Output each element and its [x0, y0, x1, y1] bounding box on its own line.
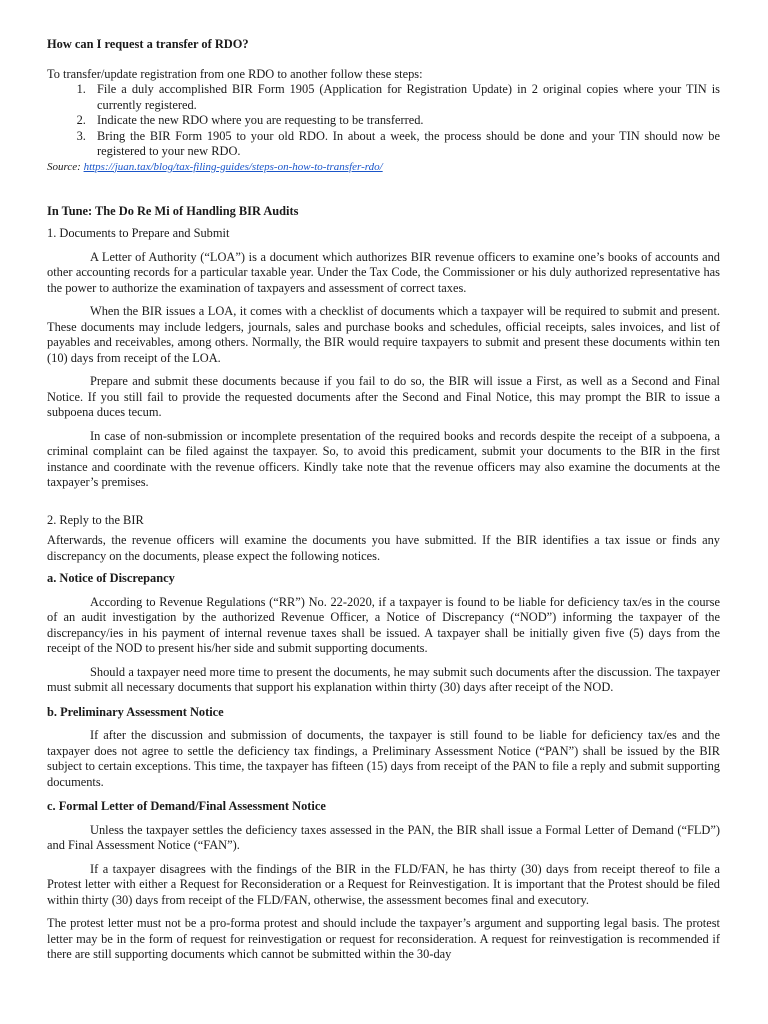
- rdo-step: 2. Indicate the new RDO where you are requesting to be transferred.: [89, 113, 720, 129]
- section1-paragraph: In case of non-submission or incomplete presentation of the required books and records despite the receipt of a subpoena, a criminal complaint can be filed against the taxpayer. So, to avoid this predicament, submit your documents to the BIR in the first instance and coordinate with the revenue officers. Kindly take note that the revenue officers may also examine the documents at the taxpayer’s premises.: [47, 428, 720, 489]
- rdo-title: How can I request a transfer of RDO?: [47, 37, 249, 51]
- rdo-intro: To transfer/update registration from one RDO to another follow these steps:: [47, 66, 423, 81]
- section1-paragraph: When the BIR issues a LOA, it comes with a checklist of documents which a taxpayer will be required to submit and present. These documents may include ledgers, journals, sales and purchase books and schedules, official receipts, sales invoices, and list of payables and receivables, among others. Normally, the BIR would require taxpayers to submit and present these documents within ten (10) days from receipt of the LOA.: [47, 304, 720, 365]
- notice-discrepancy-heading: a. Notice of Discrepancy: [47, 571, 175, 585]
- source-line: [47, 160, 720, 174]
- audit-title: In Tune: The Do Re Mi of Handling BIR Audits: [47, 203, 299, 218]
- notice-discrepancy-paragraph: Should a taxpayer need more time to present the documents, he may submit such documents after the discussion. The taxpayer must submit all necessary documents that support his explanation within thirty (30) days after receipt of the NOD.: [47, 664, 720, 694]
- pan-paragraph: If after the discussion and submission of documents, the taxpayer is still found to be liable for deficiency tax/es and the taxpayer does not agree to settle the deficiency tax findings, a Preliminary Assessment Notice (“PAN”) shall be issued by the BIR subject to certain exceptions. This time, the taxpayer has fifteen (15) days from receipt of the PAN to file a reply and submit supporting documents.: [47, 728, 720, 789]
- source-link[interactable]: https://juan.tax/blog/tax-filing-guides/steps-on-how-to-transfer-rdo/: [83, 160, 383, 173]
- section1-paragraph: Prepare and submit these documents because if you fail to do so, the BIR will issue a First, as well as a Second and Final Notice. If you still fail to provide the requested documents after the Second and Final Notice, this may prompt the BIR to issue a subpoena duces tecum.: [47, 374, 720, 419]
- rdo-steps-list: [47, 82, 720, 160]
- source-label: Source:: [47, 160, 81, 173]
- fld-fan-paragraph: Unless the taxpayer settles the deficiency taxes assessed in the PAN, the BIR shall issue a Formal Letter of Demand (“FLD”) and Final Assessment Notice (“FAN”).: [47, 822, 720, 852]
- section2-intro: Afterwards, the revenue officers will examine the documents you have submitted. If the BIR identifies a tax issue or finds any discrepancy on the documents, please expect the following notices.: [47, 533, 720, 563]
- section1-paragraph: A Letter of Authority (“LOA”) is a document which authorizes BIR revenue officers to examine one’s books of accounts and other accounting records for a particular taxable year. Under the Tax Code, the Commissioner or his duly authorized representative has the power to authorize the examination of taxpayers and assessment of correct taxes.: [47, 249, 720, 295]
- section1-heading: 1. Documents to Prepare and Submit: [47, 226, 230, 240]
- section2-heading: 2. Reply to the BIR: [47, 512, 144, 527]
- fld-fan-paragraph: If a taxpayer disagrees with the findings of the BIR in the FLD/FAN, he has thirty (30) days from receipt thereof to file a Protest letter with either a Request for Reconsideration or a Request for Reinvestigation. It is important that the Protest should be filed within thirty (30) days from receipt of the FLD/FAN, otherwise, the assessment becomes final and executory.: [47, 861, 720, 907]
- fld-fan-heading: c. Formal Letter of Demand/Final Assessment Notice: [47, 799, 326, 813]
- fld-fan-closing-paragraph: The protest letter must not be a pro-forma protest and should include the taxpayer’s argument and supporting legal basis. The protest letter may be in the form of request for reinvestigation or request for reconsideration. A request for reinvestigation is recommended if there are still supporting documents which cannot be submitted within the 30-day: [47, 916, 720, 961]
- rdo-step: 1. File a duly accomplished BIR Form 1905 (Application for Registration Update) in 2 original copies where your TIN is currently registered.: [89, 82, 720, 113]
- pan-heading: b. Preliminary Assessment Notice: [47, 704, 224, 719]
- notice-discrepancy-paragraph: According to Revenue Regulations (“RR”) No. 22-2020, if a taxpayer is found to be liable for deficiency tax/es in the course of an audit investigation by the authorized Revenue Officer, a Notice of Discrepancy (“NOD”) informing the taxpayer of the discrepancy/ies in his payment of internal revenue taxes shall be issued. A taxpayer shall be initially given five (5) days from the receipt of the NOD to present his/her side and submit supporting documents.: [47, 594, 720, 655]
- rdo-step: 3. Bring the BIR Form 1905 to your old RDO. In about a week, the process should be done and your TIN should now be registered to your new RDO.: [89, 129, 720, 160]
